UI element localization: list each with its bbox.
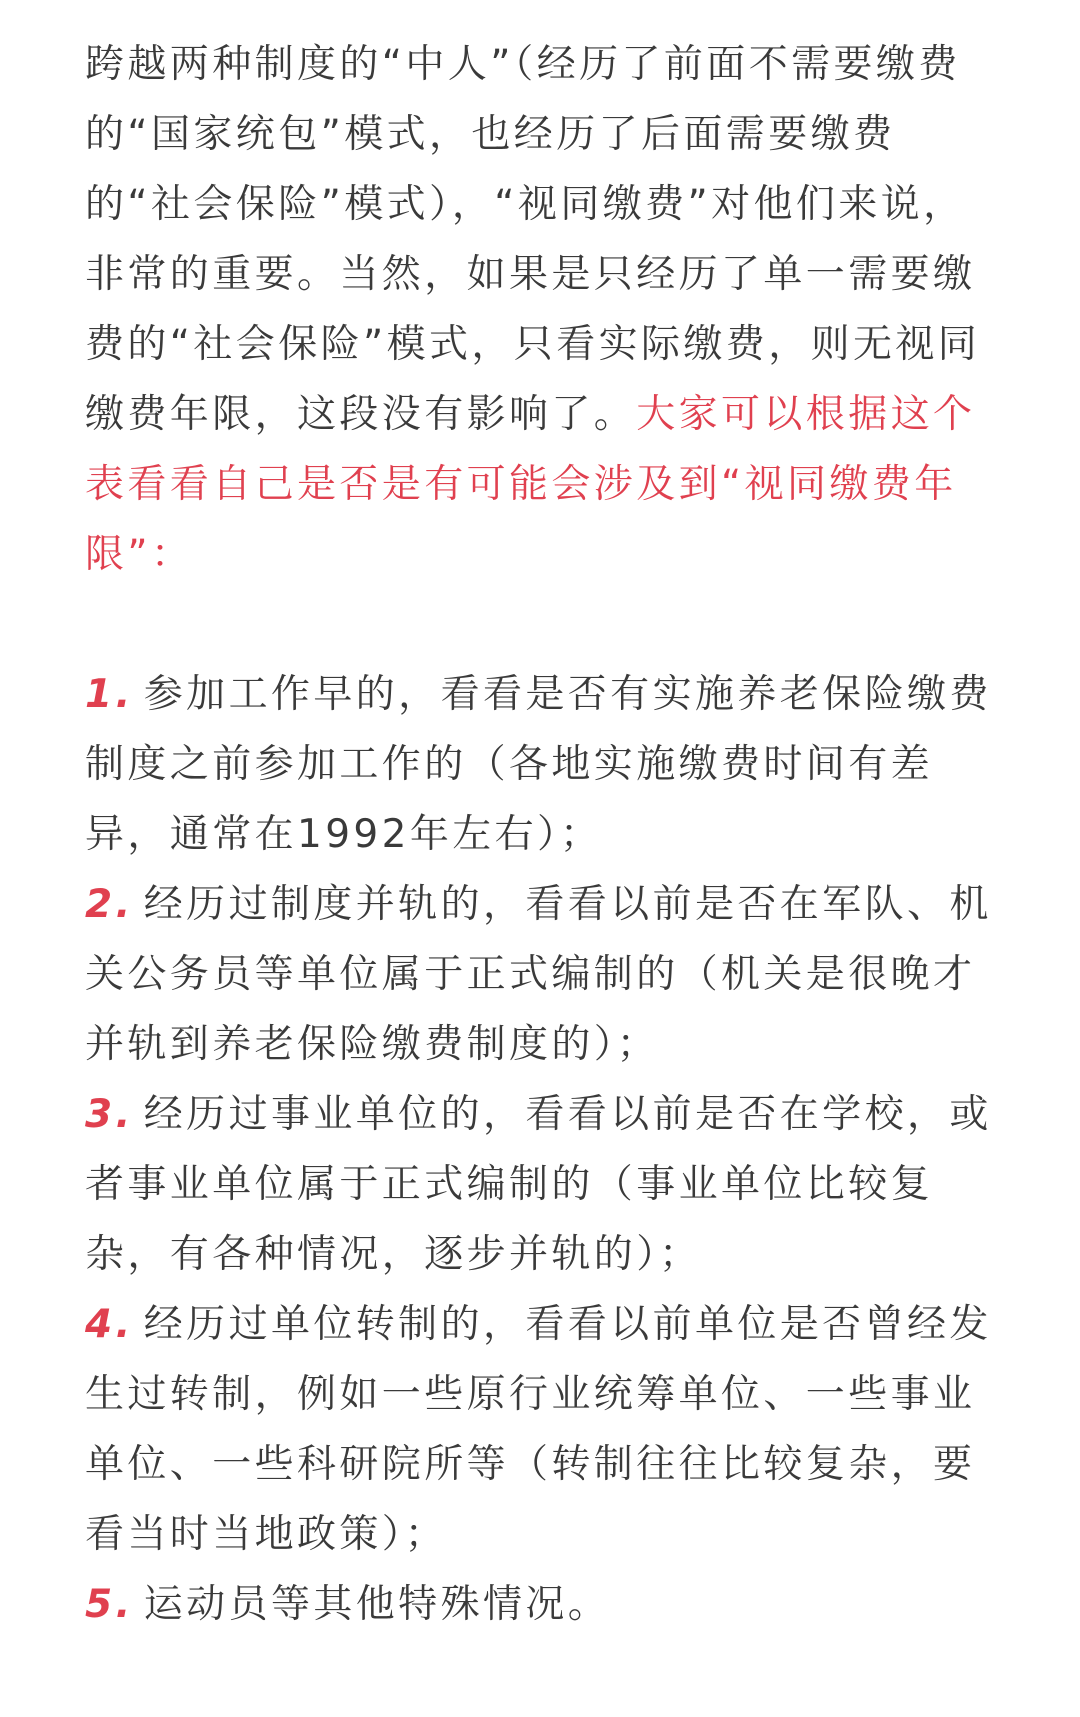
- highlight-line: 限”：: [85, 532, 194, 577]
- list-text: 制度之前参加工作的（各地实施缴费时间有差: [85, 742, 934, 787]
- list-text: 经历过单位转制的，看看以前单位是否曾经发: [143, 1302, 992, 1347]
- paragraph-line: 非常的重要。当然，如果是只经历了单一需要缴: [85, 252, 976, 297]
- article-body: [85, 30, 995, 1640]
- highlight-text: 大家可以根据这个: [636, 392, 976, 437]
- list-text: 关公务员等单位属于正式编制的（机关是很晚才: [85, 952, 976, 997]
- list-number: 4.: [85, 1302, 134, 1347]
- paragraph-line: 跨越两种制度的“中人”（经历了前面不需要缴费: [85, 42, 961, 87]
- paragraph-spacer: [85, 590, 995, 660]
- paragraph-line: 费的“社会保险”模式，只看实际缴费，则无视同: [85, 322, 981, 367]
- list-item-2: [85, 870, 995, 1080]
- highlight-line: 表看看自己是否是有可能会涉及到“视同缴费年: [85, 462, 957, 507]
- paragraph-line-mixed: [85, 380, 995, 450]
- list-item-3: [85, 1080, 995, 1290]
- paragraph-text: 缴费年限，这段没有影响了。: [85, 392, 637, 437]
- list-item-1: [85, 660, 995, 870]
- list-text: 异，通常在1992年左右）；: [85, 812, 603, 857]
- list-number: 1.: [85, 672, 134, 717]
- list-text: 单位、一些科研院所等（转制往往比较复杂，要: [85, 1442, 976, 1487]
- list-text: 参加工作早的，看看是否有实施养老保险缴费: [143, 672, 992, 717]
- paragraph-line: 的“国家统包”模式，也经历了后面需要缴费: [85, 112, 896, 157]
- list-text: 杂，有各种情况，逐步并轨的）；: [85, 1232, 702, 1277]
- list-number: 5.: [85, 1582, 134, 1627]
- list-number: 3.: [85, 1092, 134, 1137]
- list-text: 并轨到养老保险缴费制度的）；: [85, 1022, 660, 1067]
- paragraph-line: 的“社会保险”模式），“视同缴费”对他们来说，: [85, 182, 966, 227]
- list-text: 经历过事业单位的，看看以前是否在学校，或: [143, 1092, 992, 1137]
- list-text: 经历过制度并轨的，看看以前是否在军队、机: [143, 882, 992, 927]
- list-text: 生过转制，例如一些原行业统筹单位、一些事业: [85, 1372, 976, 1417]
- list-item-5: [85, 1570, 995, 1640]
- list-text: 者事业单位属于正式编制的（事业单位比较复: [85, 1162, 934, 1207]
- list-item-4: [85, 1290, 995, 1570]
- list-number: 2.: [85, 882, 134, 927]
- list-text: 看当时当地政策）；: [85, 1512, 448, 1557]
- case-list: [85, 660, 995, 1640]
- list-text: 运动员等其他特殊情况。: [143, 1582, 611, 1627]
- intro-paragraph: [85, 30, 995, 590]
